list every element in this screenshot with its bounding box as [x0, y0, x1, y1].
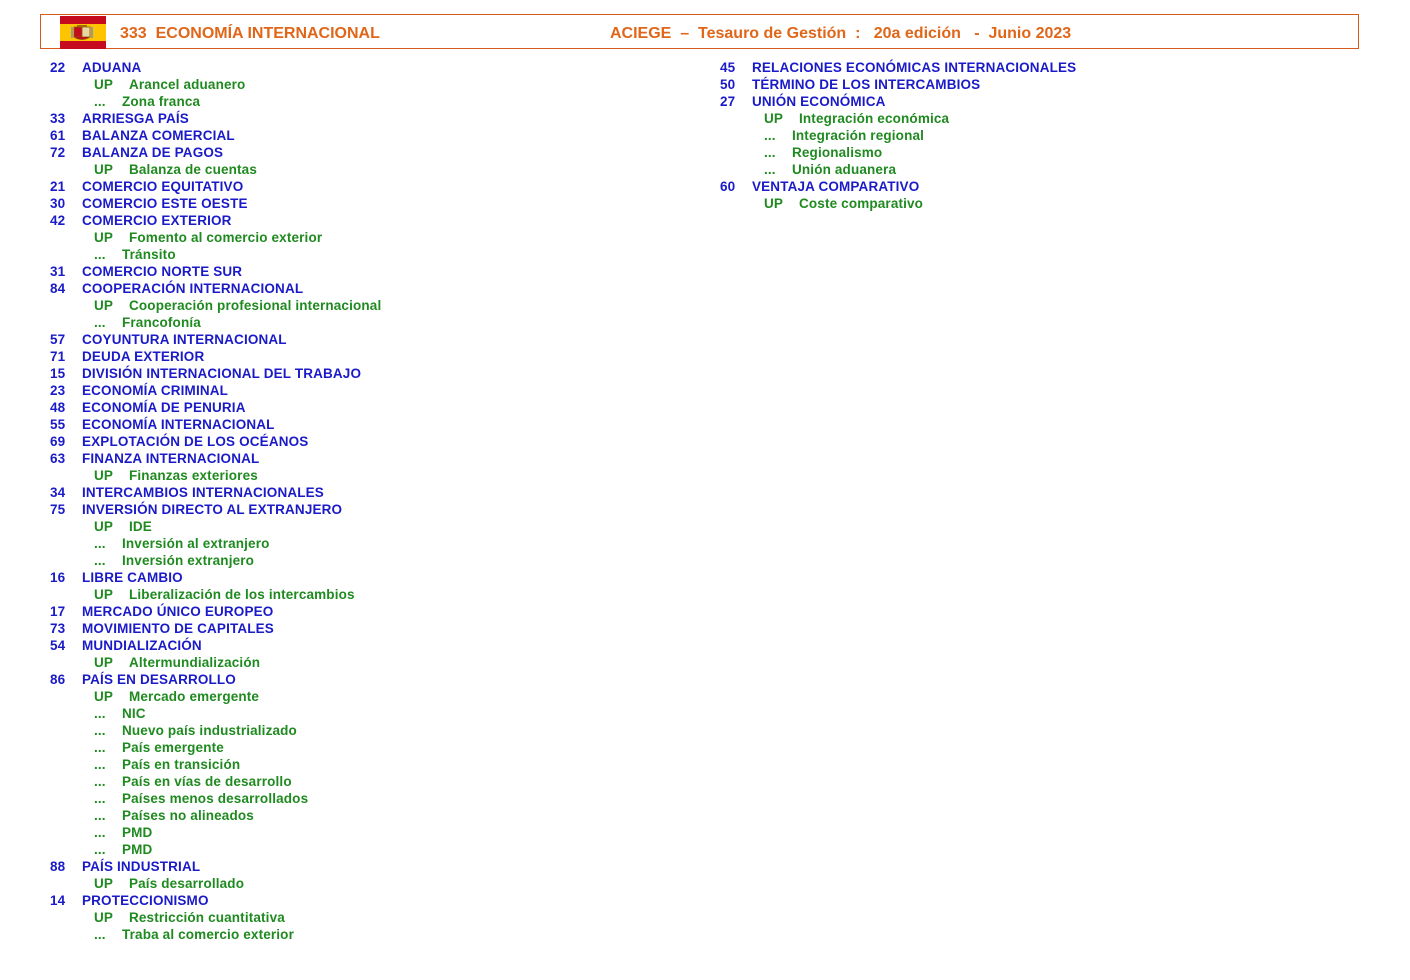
relation-type: UP	[94, 519, 114, 534]
entry-code: 48	[50, 400, 66, 415]
relation-term: Países no alineados	[122, 808, 254, 823]
relation-term: Zona franca	[122, 94, 201, 109]
entry-code: 55	[50, 417, 66, 432]
relation-term: País en vías de desarrollo	[122, 774, 292, 789]
entry-term: PROTECCIONISMO	[82, 893, 209, 908]
entry-code: 88	[50, 859, 66, 874]
entry-code: 60	[720, 179, 736, 194]
entry-code: 15	[50, 366, 66, 381]
entry-term: UNIÓN ECONÓMICA	[752, 94, 886, 109]
relation-type: ...	[94, 706, 106, 721]
relation-type: UP	[94, 77, 114, 92]
entry-code: 27	[720, 94, 736, 109]
relation-term: Unión aduanera	[792, 162, 897, 177]
entry-term: LIBRE CAMBIO	[82, 570, 183, 585]
entry-code: 17	[50, 604, 66, 619]
relation-type: UP	[94, 876, 114, 891]
relation-term: Mercado emergente	[129, 689, 260, 704]
entry-code: 71	[50, 349, 66, 364]
relation-type: ...	[94, 740, 106, 755]
entry-code: 34	[50, 485, 66, 500]
entry-term: ARRIESGA PAÍS	[82, 111, 189, 126]
entry-term: DEUDA EXTERIOR	[82, 349, 205, 364]
entry-term: TÉRMINO DE LOS INTERCAMBIOS	[752, 77, 981, 92]
relation-term: Regionalismo	[792, 145, 883, 160]
page-header	[40, 14, 1359, 49]
relation-term: Liberalización de los intercambios	[129, 587, 355, 602]
relation-type: UP	[94, 162, 114, 177]
relation-type: ...	[94, 536, 106, 551]
relation-type: ...	[94, 723, 106, 738]
relation-type: UP	[94, 655, 114, 670]
entry-term: COMERCIO EXTERIOR	[82, 213, 232, 228]
relation-type: ...	[94, 247, 106, 262]
relation-term: Países menos desarrollados	[122, 791, 309, 806]
relation-type: UP	[94, 298, 114, 313]
entry-term: RELACIONES ECONÓMICAS INTERNACIONALES	[752, 60, 1077, 75]
entry-term: ADUANA	[82, 60, 142, 75]
relation-type: ...	[94, 757, 106, 772]
entry-term: BALANZA COMERCIAL	[82, 128, 235, 143]
entry-term: PAÍS INDUSTRIAL	[82, 859, 201, 874]
entry-code: 14	[50, 893, 66, 908]
relation-term: PMD	[122, 825, 153, 840]
relation-term: Cooperación profesional internacional	[129, 298, 382, 313]
spain-flag-icon	[60, 16, 106, 49]
relation-term: País desarrollado	[129, 876, 245, 891]
relation-type: UP	[94, 468, 114, 483]
relation-term: Traba al comercio exterior	[122, 927, 294, 942]
entry-term: ECONOMÍA CRIMINAL	[82, 383, 229, 398]
entry-term: PAÍS EN DESARROLLO	[82, 672, 236, 687]
relation-term: Inversión extranjero	[122, 553, 255, 568]
entry-code: 30	[50, 196, 66, 211]
relation-type: UP	[94, 910, 114, 925]
entry-term: ECONOMÍA INTERNACIONAL	[82, 417, 275, 432]
relation-term: Balanza de cuentas	[129, 162, 257, 177]
relation-term: Integración regional	[792, 128, 925, 143]
entry-code: 86	[50, 672, 66, 687]
relation-term: Tránsito	[122, 247, 176, 262]
relation-term: País emergente	[122, 740, 224, 755]
entry-term: INTERCAMBIOS INTERNACIONALES	[82, 485, 324, 500]
relation-type: ...	[94, 927, 106, 942]
relation-type: ...	[94, 774, 106, 789]
entry-code: 21	[50, 179, 66, 194]
entry-term: COYUNTURA INTERNACIONAL	[82, 332, 287, 347]
relation-type: ...	[94, 791, 106, 806]
entry-code: 84	[50, 281, 66, 296]
relation-type: ...	[94, 315, 106, 330]
entry-term: VENTAJA COMPARATIVO	[752, 179, 920, 194]
entry-code: 61	[50, 128, 66, 143]
entry-code: 22	[50, 60, 66, 75]
entry-term: BALANZA DE PAGOS	[82, 145, 224, 160]
entry-code: 23	[50, 383, 66, 398]
entry-term: COMERCIO EQUITATIVO	[82, 179, 244, 194]
relation-term: Integración económica	[799, 111, 950, 126]
relation-type: UP	[94, 230, 114, 245]
entry-term: MUNDIALIZACIÓN	[82, 638, 202, 653]
relation-term: País en transición	[122, 757, 241, 772]
entry-term: FINANZA INTERNACIONAL	[82, 451, 260, 466]
relation-term: Restricción cuantitativa	[129, 910, 285, 925]
entry-code: 31	[50, 264, 66, 279]
relation-term: NIC	[122, 706, 146, 721]
entry-code: 54	[50, 638, 66, 653]
entry-code: 72	[50, 145, 66, 160]
relation-type: UP	[94, 689, 114, 704]
entry-code: 69	[50, 434, 66, 449]
publication-info: ACIEGE – Tesauro de Gestión : 20a edición - Junio 2023	[610, 25, 1072, 42]
entry-code: 73	[50, 621, 66, 636]
relation-type: ...	[94, 553, 106, 568]
entry-term: MOVIMIENTO DE CAPITALES	[82, 621, 274, 636]
relation-type: ...	[764, 162, 776, 177]
entry-code: 63	[50, 451, 66, 466]
relation-type: ...	[94, 808, 106, 823]
relation-type: ...	[94, 94, 106, 109]
entry-term: EXPLOTACIÓN DE LOS OCÉANOS	[82, 434, 309, 449]
relation-term: Nuevo país industrializado	[122, 723, 297, 738]
relation-type: ...	[764, 128, 776, 143]
relation-type: UP	[764, 196, 784, 211]
relation-term: Finanzas exteriores	[129, 468, 258, 483]
entry-code: 57	[50, 332, 66, 347]
section-title: 333 ECONOMÍA INTERNACIONAL	[120, 25, 380, 42]
entry-code: 45	[720, 60, 736, 75]
entry-code: 33	[50, 111, 66, 126]
entry-code: 42	[50, 213, 66, 228]
relation-term: Arancel aduanero	[129, 77, 246, 92]
relation-type: UP	[94, 587, 114, 602]
entry-term: MERCADO ÚNICO EUROPEO	[82, 604, 274, 619]
entry-term: DIVISIÓN INTERNACIONAL DEL TRABAJO	[82, 366, 362, 381]
relation-type: ...	[94, 825, 106, 840]
relation-type: ...	[94, 842, 106, 857]
entry-code: 50	[720, 77, 736, 92]
relation-term: Francofonía	[122, 315, 201, 330]
entry-term: INVERSIÓN DIRECTO AL EXTRANJERO	[82, 502, 343, 517]
relation-term: Coste comparativo	[799, 196, 924, 211]
entry-code: 16	[50, 570, 66, 585]
relation-term: Altermundialización	[129, 655, 261, 670]
entry-term: COMERCIO NORTE SUR	[82, 264, 243, 279]
relation-term: PMD	[122, 842, 153, 857]
relation-type: ...	[764, 145, 776, 160]
entry-term: COMERCIO ESTE OESTE	[82, 196, 248, 211]
relation-term: Inversión al extranjero	[122, 536, 270, 551]
entry-term: COOPERACIÓN INTERNACIONAL	[82, 281, 304, 296]
relation-term: Fomento al comercio exterior	[129, 230, 323, 245]
entry-code: 75	[50, 502, 66, 517]
relation-type: UP	[764, 111, 784, 126]
relation-term: IDE	[129, 519, 152, 534]
entry-term: ECONOMÍA DE PENURIA	[82, 400, 246, 415]
